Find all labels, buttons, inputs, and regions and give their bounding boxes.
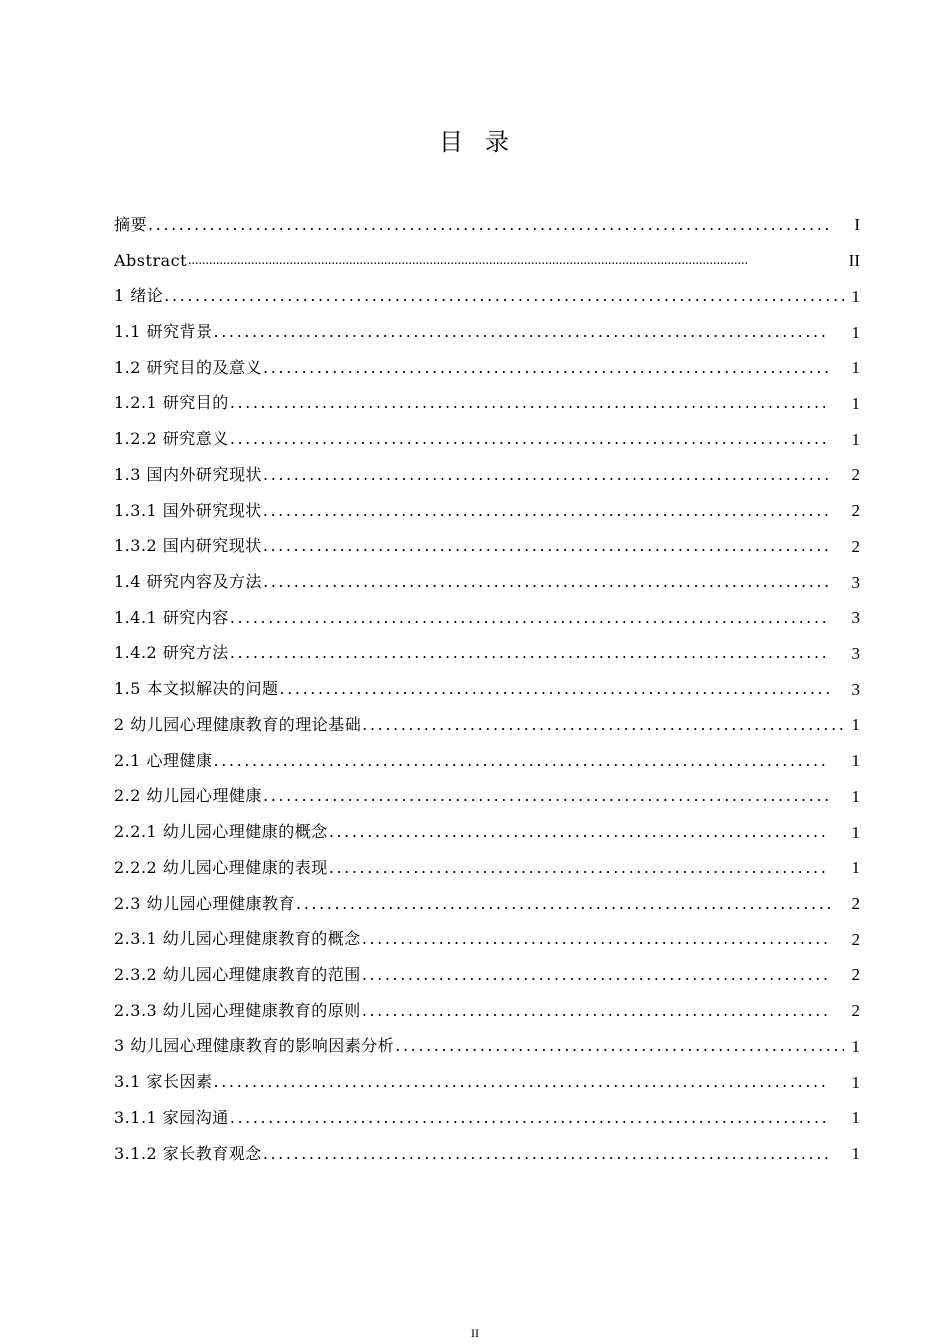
toc-entry-page-number: 3 [851,572,860,592]
toc-entry-page-number: II [848,251,860,271]
toc-entry[interactable] [114,1136,860,1172]
toc-entry[interactable] [114,493,860,529]
toc-entry-page-number: 1 [851,1072,860,1092]
toc-dot-leader [229,431,830,447]
toc-entry-page-number: 3 [851,643,860,663]
toc-entry-label: 2.3.2 幼儿园心理健康教育的范围 [114,964,361,984]
toc-dot-leader [328,860,830,876]
toc-entry-page-number: 2 [851,501,860,521]
toc-entry-label: 1 绪论 [114,286,164,306]
toc-entry-label: 2.1 心理健康 [114,750,213,770]
toc-entry[interactable] [114,243,860,279]
toc-entry[interactable] [114,779,860,815]
page-title [0,122,950,157]
toc-dot-leader [229,645,830,661]
toc-entry-page-number: 1 [851,358,860,378]
toc-entry-page-number: 3 [851,679,860,699]
toc-entry[interactable] [114,671,860,707]
toc-entry[interactable] [114,636,860,672]
toc-dot-leader [262,538,830,554]
toc-entry-page-number: 2 [851,929,860,949]
toc-entry-page-number: 1 [851,393,860,413]
toc-entry-page-number: 2 [851,965,860,985]
toc-entry[interactable] [114,921,860,957]
toc-entry-page-number: 1 [851,429,860,449]
toc-dot-leader [229,395,830,411]
toc-entry-label: 2.3.1 幼儿园心理健康教育的概念 [114,929,361,949]
toc-entry-label: 2 幼儿园心理健康教育的理论基础 [114,714,362,734]
toc-dot-leader [262,574,830,590]
toc-entry-page-number: 1 [851,1036,860,1056]
toc-entry-page-number: 1 [851,822,860,842]
toc-dot-leader [262,467,830,483]
toc-entry-label: 3.1 家长因素 [114,1072,213,1092]
toc-entry[interactable] [114,707,860,743]
toc-dot-leader [361,967,830,983]
toc-entry[interactable] [114,850,860,886]
toc-entry-page-number: 2 [851,465,860,485]
toc-entry[interactable] [114,814,860,850]
toc-entry-label: 1.5 本文拟解决的问题 [114,679,279,699]
toc-entry[interactable] [114,957,860,993]
toc-entry-page-number: 1 [851,715,860,735]
toc-entry-label: 1.2 研究目的及意义 [114,357,263,377]
toc-entry[interactable] [114,1029,860,1065]
toc-entry[interactable] [114,1064,860,1100]
toc-entry[interactable] [114,600,860,636]
toc-entry[interactable] [114,993,860,1029]
toc-entry-label: 1.3 国内外研究现状 [114,464,263,484]
toc-entry-page-number: 1 [851,786,860,806]
toc-entry-page-number: 1 [851,1144,860,1164]
toc-dot-leader [279,681,830,697]
toc-dot-leader [394,1038,844,1054]
toc-entry-page-number: 3 [851,608,860,628]
toc-dot-leader [163,288,844,304]
toc-dot-leader [187,254,844,268]
toc-entry-label: 1.4.1 研究内容 [114,607,229,627]
toc-entry[interactable] [114,1100,860,1136]
toc-entry-label: 2.3.3 幼儿园心理健康教育的原则 [114,1000,361,1020]
toc-entry[interactable] [114,421,860,457]
toc-entry[interactable] [114,528,860,564]
toc-entry-label: 1.4 研究内容及方法 [114,572,263,592]
toc-entry-page-number: 2 [851,1001,860,1021]
toc-dot-leader [262,788,830,804]
toc-dot-leader [213,324,830,340]
page-number-footer: II [471,1326,479,1340]
toc-entry-page-number: I [854,215,860,235]
toc-entry-page-number: 1 [851,286,860,306]
toc-dot-leader [147,217,830,233]
toc-dot-leader [262,503,830,519]
toc-entry-label: Abstract [114,250,188,270]
toc-entry-label: 3.1.1 家园沟通 [114,1107,229,1127]
toc-dot-leader [361,931,830,947]
toc-dot-leader [213,1074,830,1090]
toc-entry-label: 3.1.2 家长教育观念 [114,1143,262,1163]
toc-entry[interactable] [114,386,860,422]
toc-entry-label: 1.3.1 国外研究现状 [114,500,262,520]
toc-entry-label: 2.2.1 幼儿园心理健康的概念 [114,822,328,842]
toc-entry[interactable] [114,314,860,350]
toc-dot-leader [361,1003,830,1019]
toc-entry[interactable] [114,564,860,600]
title-char-2: 录 [485,128,511,156]
toc-entry-page-number: 1 [851,1108,860,1128]
toc-entry-label: 2.2.2 幼儿园心理健康的表现 [114,857,328,877]
toc-entry-page-number: 2 [851,894,860,914]
toc-entry[interactable] [114,457,860,493]
toc-entry-label: 1.2.1 研究目的 [114,393,229,413]
toc-dot-leader [262,360,830,376]
toc-entry-label: 1.4.2 研究方法 [114,643,229,663]
toc-entry[interactable] [114,350,860,386]
toc-entry-label: 2.3 幼儿园心理健康教育 [114,893,296,913]
toc-dot-leader [328,824,830,840]
toc-entry-page-number: 1 [851,751,860,771]
toc-entry-label: 1.3.2 国内研究现状 [114,536,262,556]
toc-dot-leader [295,896,830,912]
toc-dot-leader [229,610,830,626]
toc-entry-page-number: 1 [851,322,860,342]
toc-dot-leader [262,1146,830,1162]
toc-entry-label: 1.1 研究背景 [114,322,213,342]
table-of-contents [114,207,860,1171]
toc-entry[interactable] [114,207,860,243]
toc-entry-label: 摘要 [114,214,148,234]
toc-entry[interactable] [114,278,860,314]
toc-entry-page-number: 2 [851,536,860,556]
title-char-1: 目 [439,128,465,156]
toc-dot-leader [361,717,844,733]
toc-entry[interactable] [114,886,860,922]
toc-entry-label: 3 幼儿园心理健康教育的影响因素分析 [114,1036,395,1056]
toc-dot-leader [213,753,830,769]
toc-entry[interactable] [114,743,860,779]
toc-entry-label: 2.2 幼儿园心理健康 [114,786,263,806]
toc-entry-label: 1.2.2 研究意义 [114,429,229,449]
toc-dot-leader [229,1110,830,1126]
toc-entry-page-number: 1 [851,858,860,878]
